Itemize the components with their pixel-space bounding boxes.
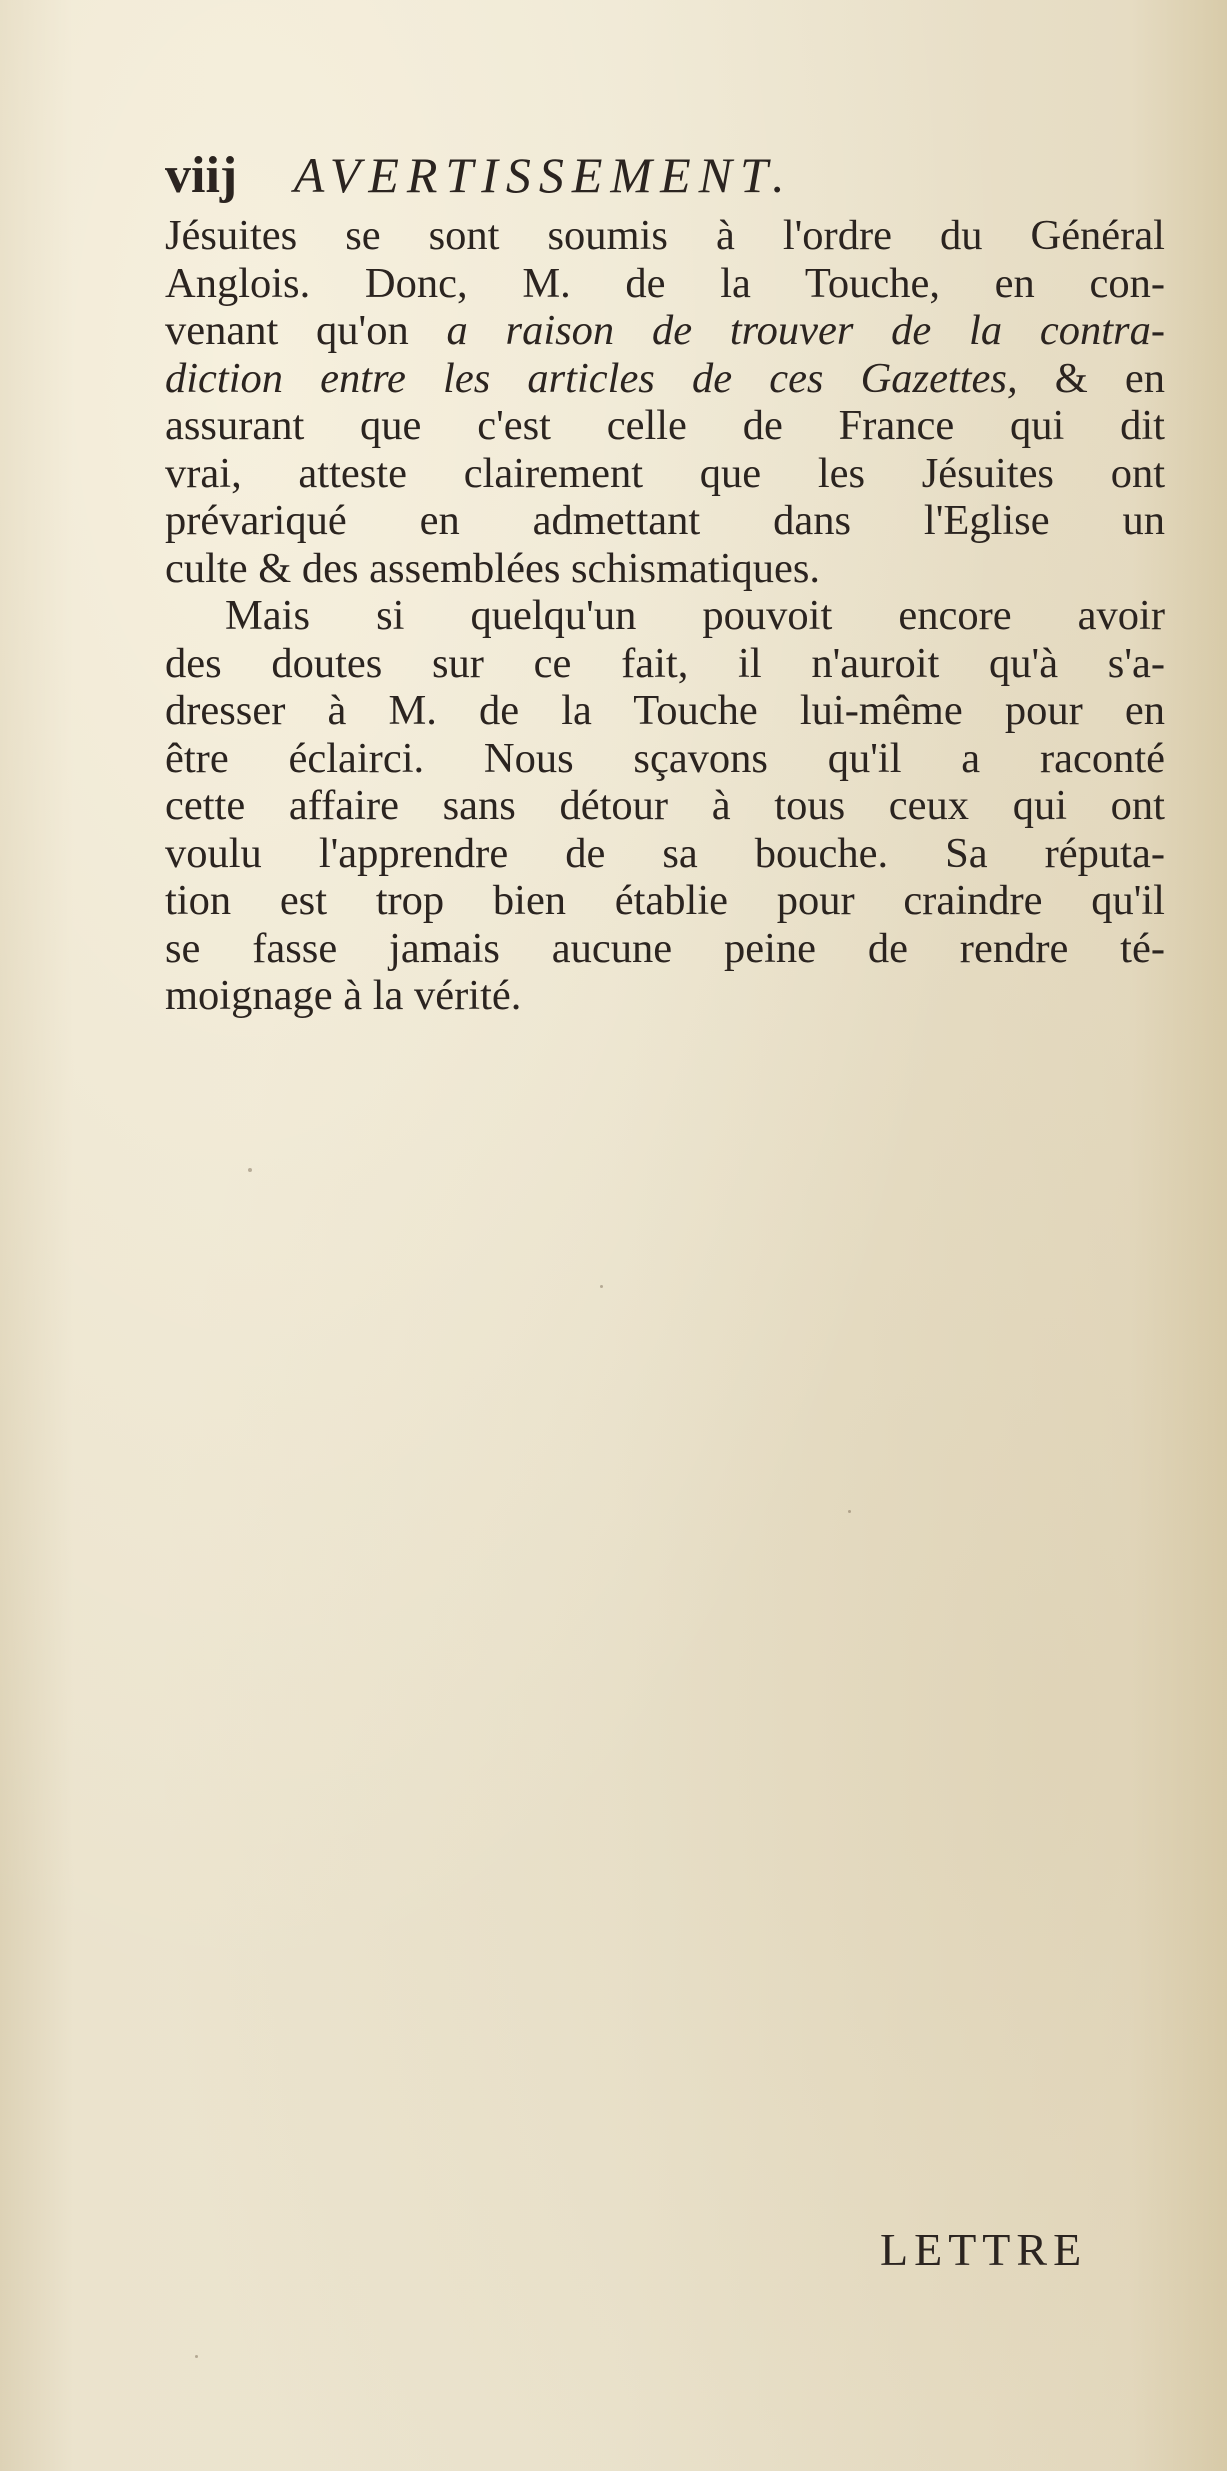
- catchword: LETTRE: [880, 2224, 1088, 2275]
- paper-speck: [248, 1168, 252, 1172]
- text-line: assurant que c'est celle de France qui dit: [165, 402, 1165, 449]
- text-line: [165, 355, 1165, 403]
- paper-speck: [195, 2355, 198, 2358]
- text-line: [165, 307, 1165, 355]
- text-line: Jésuites se sont soumis à l'ordre du Général: [165, 212, 1165, 259]
- text-line: des doutes sur ce fait, il n'auroit qu'à s'a-: [165, 639, 1165, 687]
- text-line: moignage à la vérité.: [165, 972, 522, 1019]
- page-number: viij: [165, 147, 238, 204]
- text-line: Mais si quelqu'un pouvoit encore avoir: [225, 592, 1165, 639]
- running-title: AVERTISSEMENT.: [293, 147, 793, 203]
- text-line: vrai, atteste clairement que les Jésuites ont: [165, 449, 1165, 497]
- text-line: dresser à M. de la Touche lui-même pour en: [165, 687, 1165, 734]
- italic-quote: a raison de trouver de la contra-: [446, 307, 1166, 354]
- italic-quote: diction entre les articles de ces Gazettes,: [165, 354, 1018, 402]
- text-line: Anglois. Donc, M. de la Touche, en con-: [165, 259, 1165, 307]
- text-line: être éclairci. Nous sçavons qu'il a raconté: [165, 734, 1165, 782]
- text-line: voulu l'apprendre de sa bouche. Sa réputa-: [165, 829, 1165, 877]
- paper-speck: [600, 1285, 603, 1288]
- text-line: se fasse jamais aucune peine de rendre té-: [165, 924, 1165, 972]
- body-text: [165, 212, 1165, 1020]
- running-head: [165, 140, 1165, 210]
- text-line: prévariqué en admettant dans l'Eglise un: [165, 497, 1165, 544]
- text-line: cette affaire sans détour à tous ceux qui ont: [165, 782, 1165, 829]
- paper-speck: [848, 1510, 851, 1513]
- text-line: culte & des assemblées schismatiques.: [165, 544, 821, 592]
- text-line: tion est trop bien établie pour craindre qu'il: [165, 877, 1165, 924]
- paragraph: [165, 212, 1165, 592]
- paragraph: [165, 592, 1165, 1020]
- text-segment: venant qu'on: [165, 307, 409, 354]
- text-segment: & en: [1054, 354, 1166, 402]
